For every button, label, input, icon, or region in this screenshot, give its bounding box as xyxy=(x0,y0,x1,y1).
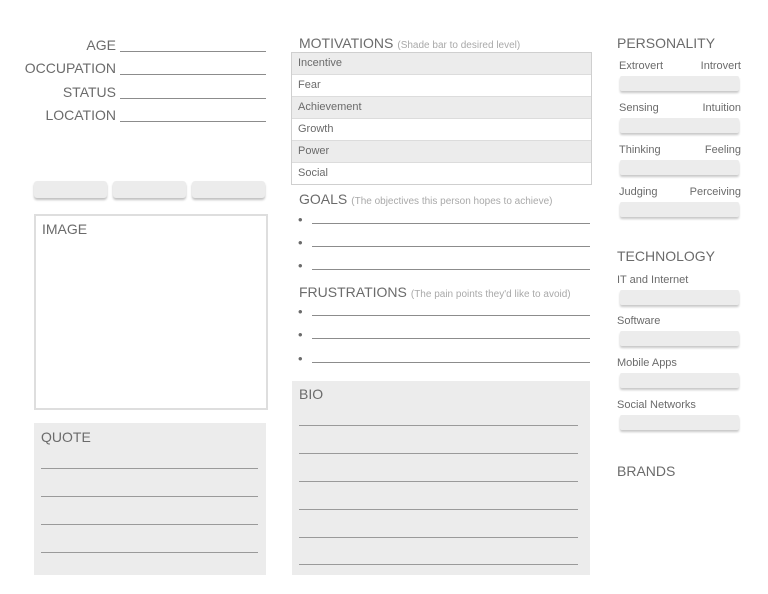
tag-box-1[interactable] xyxy=(34,181,107,198)
bio-line-3 xyxy=(299,481,578,482)
bio-line-2 xyxy=(299,453,578,454)
frustration-item-3[interactable] xyxy=(298,351,592,369)
feeling-label: Feeling xyxy=(704,144,741,156)
perceiving-label: Perceiving xyxy=(689,186,741,198)
tech-label-software: Software xyxy=(617,315,661,327)
sensing-intuition-slider[interactable] xyxy=(620,118,739,133)
age-line[interactable] xyxy=(120,37,266,52)
bio-line-4 xyxy=(299,509,578,510)
thinking-label: Thinking xyxy=(619,144,661,156)
bio-title: BIO xyxy=(299,386,324,402)
frustration-line xyxy=(312,315,590,316)
frustration-item-2[interactable] xyxy=(298,327,592,345)
location-field[interactable] xyxy=(20,107,270,127)
quote-line-4 xyxy=(41,552,258,553)
goals-title: GOALS xyxy=(299,191,348,207)
frustration-line xyxy=(312,362,590,363)
bullet-icon: • xyxy=(298,212,303,227)
motivation-bar-fear[interactable]: Fear xyxy=(292,74,591,96)
bio-line-6 xyxy=(299,564,578,565)
introvert-label: Introvert xyxy=(700,60,741,72)
quote-line-1 xyxy=(41,468,258,469)
frustrations-heading xyxy=(299,284,571,300)
motivations-title: MOTIVATIONS xyxy=(299,35,394,51)
tag-box-3[interactable] xyxy=(192,181,265,198)
motivation-bar-power[interactable]: Power xyxy=(292,140,591,162)
tech-bar-it-internet[interactable] xyxy=(620,290,739,305)
quote-title: QUOTE xyxy=(41,429,91,445)
quote-box[interactable] xyxy=(34,423,266,575)
image-box[interactable] xyxy=(34,214,268,410)
bullet-icon: • xyxy=(298,327,303,342)
status-label: STATUS xyxy=(62,84,116,100)
tech-bar-social-networks[interactable] xyxy=(620,415,739,430)
frustrations-hint: (The pain points they'd like to avoid) xyxy=(410,289,571,300)
frustrations-title: FRUSTRATIONS xyxy=(299,284,407,300)
bullet-icon: • xyxy=(298,304,303,319)
occupation-line[interactable] xyxy=(120,60,266,75)
extrovert-label: Extrovert xyxy=(619,60,664,72)
bullet-icon: • xyxy=(298,258,303,273)
tag-box-2[interactable] xyxy=(113,181,186,198)
extrovert-introvert-slider[interactable] xyxy=(620,76,739,91)
thinking-feeling-slider[interactable] xyxy=(620,160,739,175)
status-line[interactable] xyxy=(120,84,266,99)
occupation-label: OCCUPATION xyxy=(24,60,116,76)
motivation-bar-incentive[interactable]: Incentive xyxy=(292,53,591,74)
quote-line-2 xyxy=(41,496,258,497)
bullet-icon: • xyxy=(298,235,303,250)
motivation-bar-growth[interactable]: Growth xyxy=(292,118,591,140)
motivations-hint: (Shade bar to desired level) xyxy=(397,40,521,51)
sensing-label: Sensing xyxy=(619,102,659,114)
bullet-icon: • xyxy=(298,351,303,366)
tech-label-social-networks: Social Networks xyxy=(617,399,696,411)
bio-box[interactable] xyxy=(292,381,590,575)
goal-line xyxy=(312,223,590,224)
quote-line-3 xyxy=(41,524,258,525)
brands-title: BRANDS xyxy=(617,463,676,479)
location-line[interactable] xyxy=(120,107,266,122)
personality-title: PERSONALITY xyxy=(617,35,716,51)
age-label: AGE xyxy=(86,37,116,53)
motivations-heading xyxy=(299,35,520,51)
frustration-item-1[interactable] xyxy=(298,304,592,322)
age-field[interactable] xyxy=(20,37,270,57)
goal-item-1[interactable] xyxy=(298,212,592,230)
tech-label-mobile-apps: Mobile Apps xyxy=(617,357,677,369)
bio-line-1 xyxy=(299,425,578,426)
judging-perceiving-slider[interactable] xyxy=(620,202,739,217)
goals-hint: (The objectives this person hopes to achieve) xyxy=(351,196,553,207)
tech-bar-mobile-apps[interactable] xyxy=(620,373,739,388)
tech-label-it-internet: IT and Internet xyxy=(617,274,689,286)
judging-label: Judging xyxy=(619,186,658,198)
goal-line xyxy=(312,246,590,247)
motivation-bar-social[interactable]: Social xyxy=(292,162,591,184)
status-field[interactable] xyxy=(20,84,270,104)
motivations-table xyxy=(291,52,592,185)
location-label: LOCATION xyxy=(45,107,116,123)
goals-heading xyxy=(299,191,552,207)
occupation-field[interactable] xyxy=(20,60,270,80)
motivation-bar-achievement[interactable]: Achievement xyxy=(292,96,591,118)
goal-item-3[interactable] xyxy=(298,258,592,276)
intuition-label: Intuition xyxy=(702,102,741,114)
tech-bar-software[interactable] xyxy=(620,331,739,346)
technology-title: TECHNOLOGY xyxy=(617,248,716,264)
bio-line-5 xyxy=(299,537,578,538)
goal-line xyxy=(312,269,590,270)
image-title: IMAGE xyxy=(42,221,88,237)
frustration-line xyxy=(312,338,590,339)
goal-item-2[interactable] xyxy=(298,235,592,253)
